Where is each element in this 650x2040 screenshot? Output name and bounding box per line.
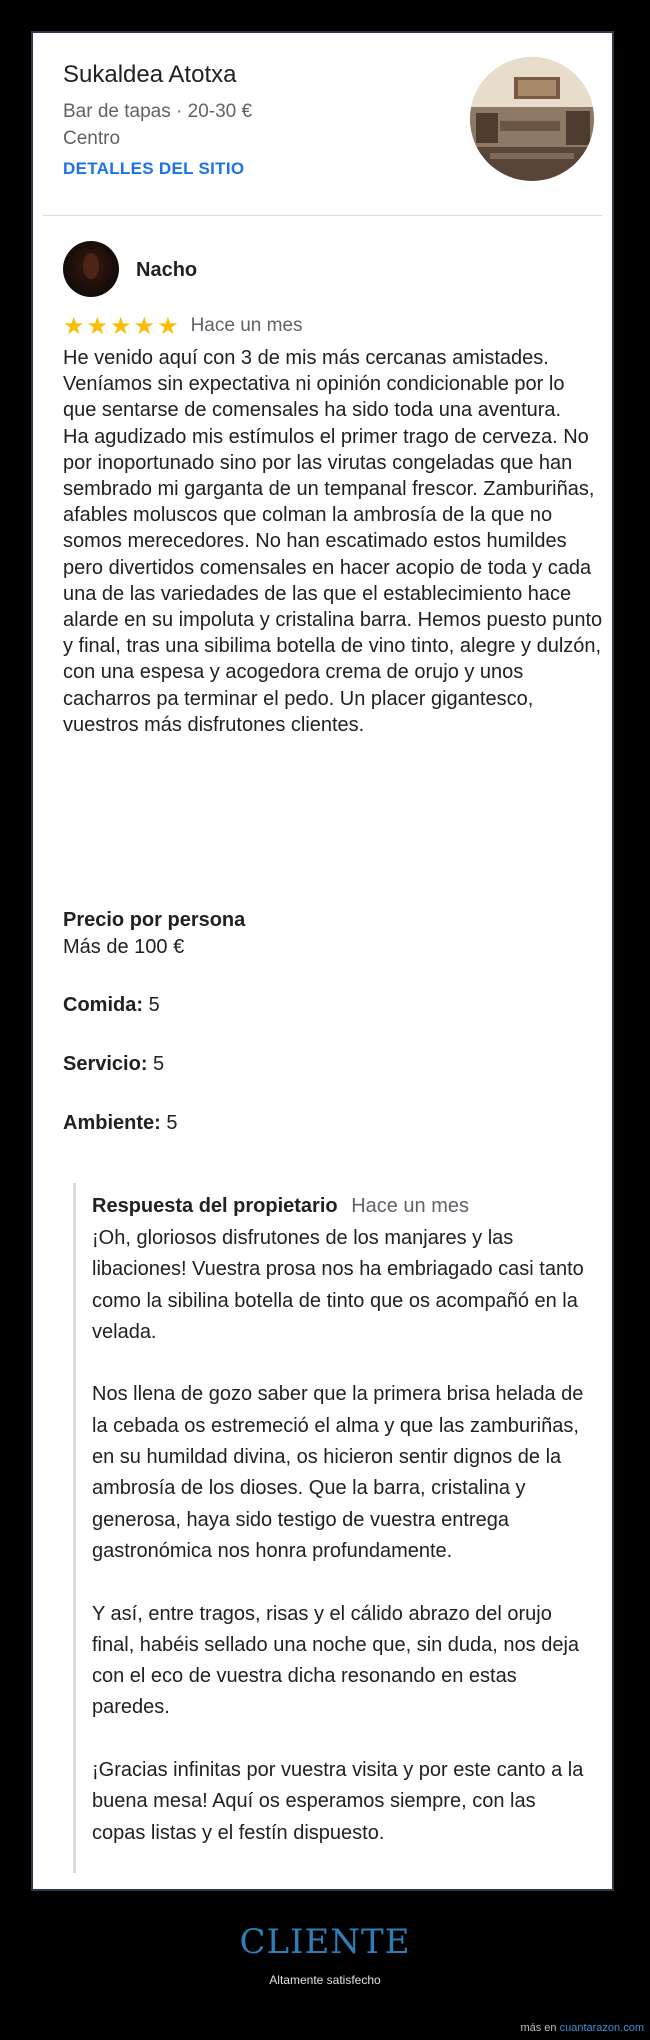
caption-subtitle: Altamente satisfecho [269, 1973, 381, 1987]
owner-response [73, 1183, 606, 1873]
food-label: Comida: [63, 994, 143, 1016]
review-card [31, 31, 614, 1891]
service-value: 5 [153, 1053, 165, 1075]
service-label: Servicio: [63, 1053, 148, 1075]
owner-response-date: Hace un mes [351, 1195, 470, 1217]
place-area: Centro [63, 128, 121, 149]
rating-row [63, 313, 303, 339]
service-rating [63, 1053, 164, 1076]
avatar-figure [83, 253, 99, 279]
restaurant-interior-image [470, 57, 594, 181]
price-block [63, 907, 245, 961]
review-text: He venido aquí con 3 de mis más cercanas amistades. Veníamos sin expectativa ni opinión condicionable por lo que sentarse de comensales ha sido toda una aventura. Ha agudizado mis estímulos el primer trago de cerveza. No por inoportunado sino por las virutas congeladas que han sembrado mi garganta de un tempanal frescor. Zamburiñas, afables moluscos que colman la ambrosía de la que no somos merecedores. No han escatimado estos humildes pero divertidos comensales en hacer acopio de toda y cada una de las variedades de las que el establecimiento hace alarde en su impoluta y cristalina barra. Hemos puesto punto y final, tras una sibilima botella de vino tinto, alegre y dulzón, con una espesa y acogedora crema de orujo y unos cacharros pa terminar el pedo. Un placer gigantesco, vuestros más disfrutones clientes. [63, 347, 603, 736]
footer-prefix: más en [520, 2022, 557, 2034]
footer-link[interactable]: cuantarazon.com [559, 2022, 644, 2034]
price-label: Precio por persona [63, 909, 246, 931]
owner-response-text: ¡Oh, gloriosos disfrutones de los manjares y las libaciones! Vuestra prosa nos ha embriagado casi tanto como la sibilina botella de tinto que os acompañó en la velada. Nos llena de gozo saber que la primera brisa helada de la cebada os estremeció el alma y que las zamburiñas, en su humildad divina, os hicieron sentir dignos de la ambrosía de los dioses. Que la barra, cristalina y generosa, haya sido testigo de vuestra entrega gastronómica nos honra profundamente. Y así, entre tragos, risas y el cálido abrazo del orujo final, habéis sellado una noche que, sin duda, nos deja con el eco de vuestra dicha resonando en estas paredes. ¡Gracias infinitas por vuestra visita y por este canto a la buena mesa! Aquí os esperamos siempre, con las copas listas y el festín dispuesto. [92, 1227, 584, 1844]
food-value: 5 [148, 994, 160, 1016]
place-photo[interactable] [470, 57, 594, 181]
star-rating: ★★★★★ [63, 312, 181, 340]
divider [43, 215, 602, 216]
place-name: Sukaldea Atotxa [63, 61, 237, 88]
caption-title: CLIENTE [239, 1922, 411, 1962]
owner-response-header [92, 1195, 469, 1218]
ambience-label: Ambiente: [63, 1112, 161, 1134]
ambience-value: 5 [166, 1112, 178, 1134]
place-details-link[interactable]: DETALLES DEL SITIO [63, 159, 245, 178]
food-rating [63, 994, 160, 1017]
footer [520, 2022, 644, 2034]
price-value: Más de 100 € [63, 936, 185, 958]
place-category: Bar de tapas · 20-30 € [63, 101, 253, 122]
owner-response-label: Respuesta del propietario [92, 1195, 338, 1217]
ambience-rating [63, 1112, 177, 1135]
reviewer-name[interactable]: Nacho [136, 259, 198, 281]
avatar[interactable] [63, 241, 119, 297]
place-meta [63, 98, 252, 152]
review-date: Hace un mes [190, 315, 303, 336]
